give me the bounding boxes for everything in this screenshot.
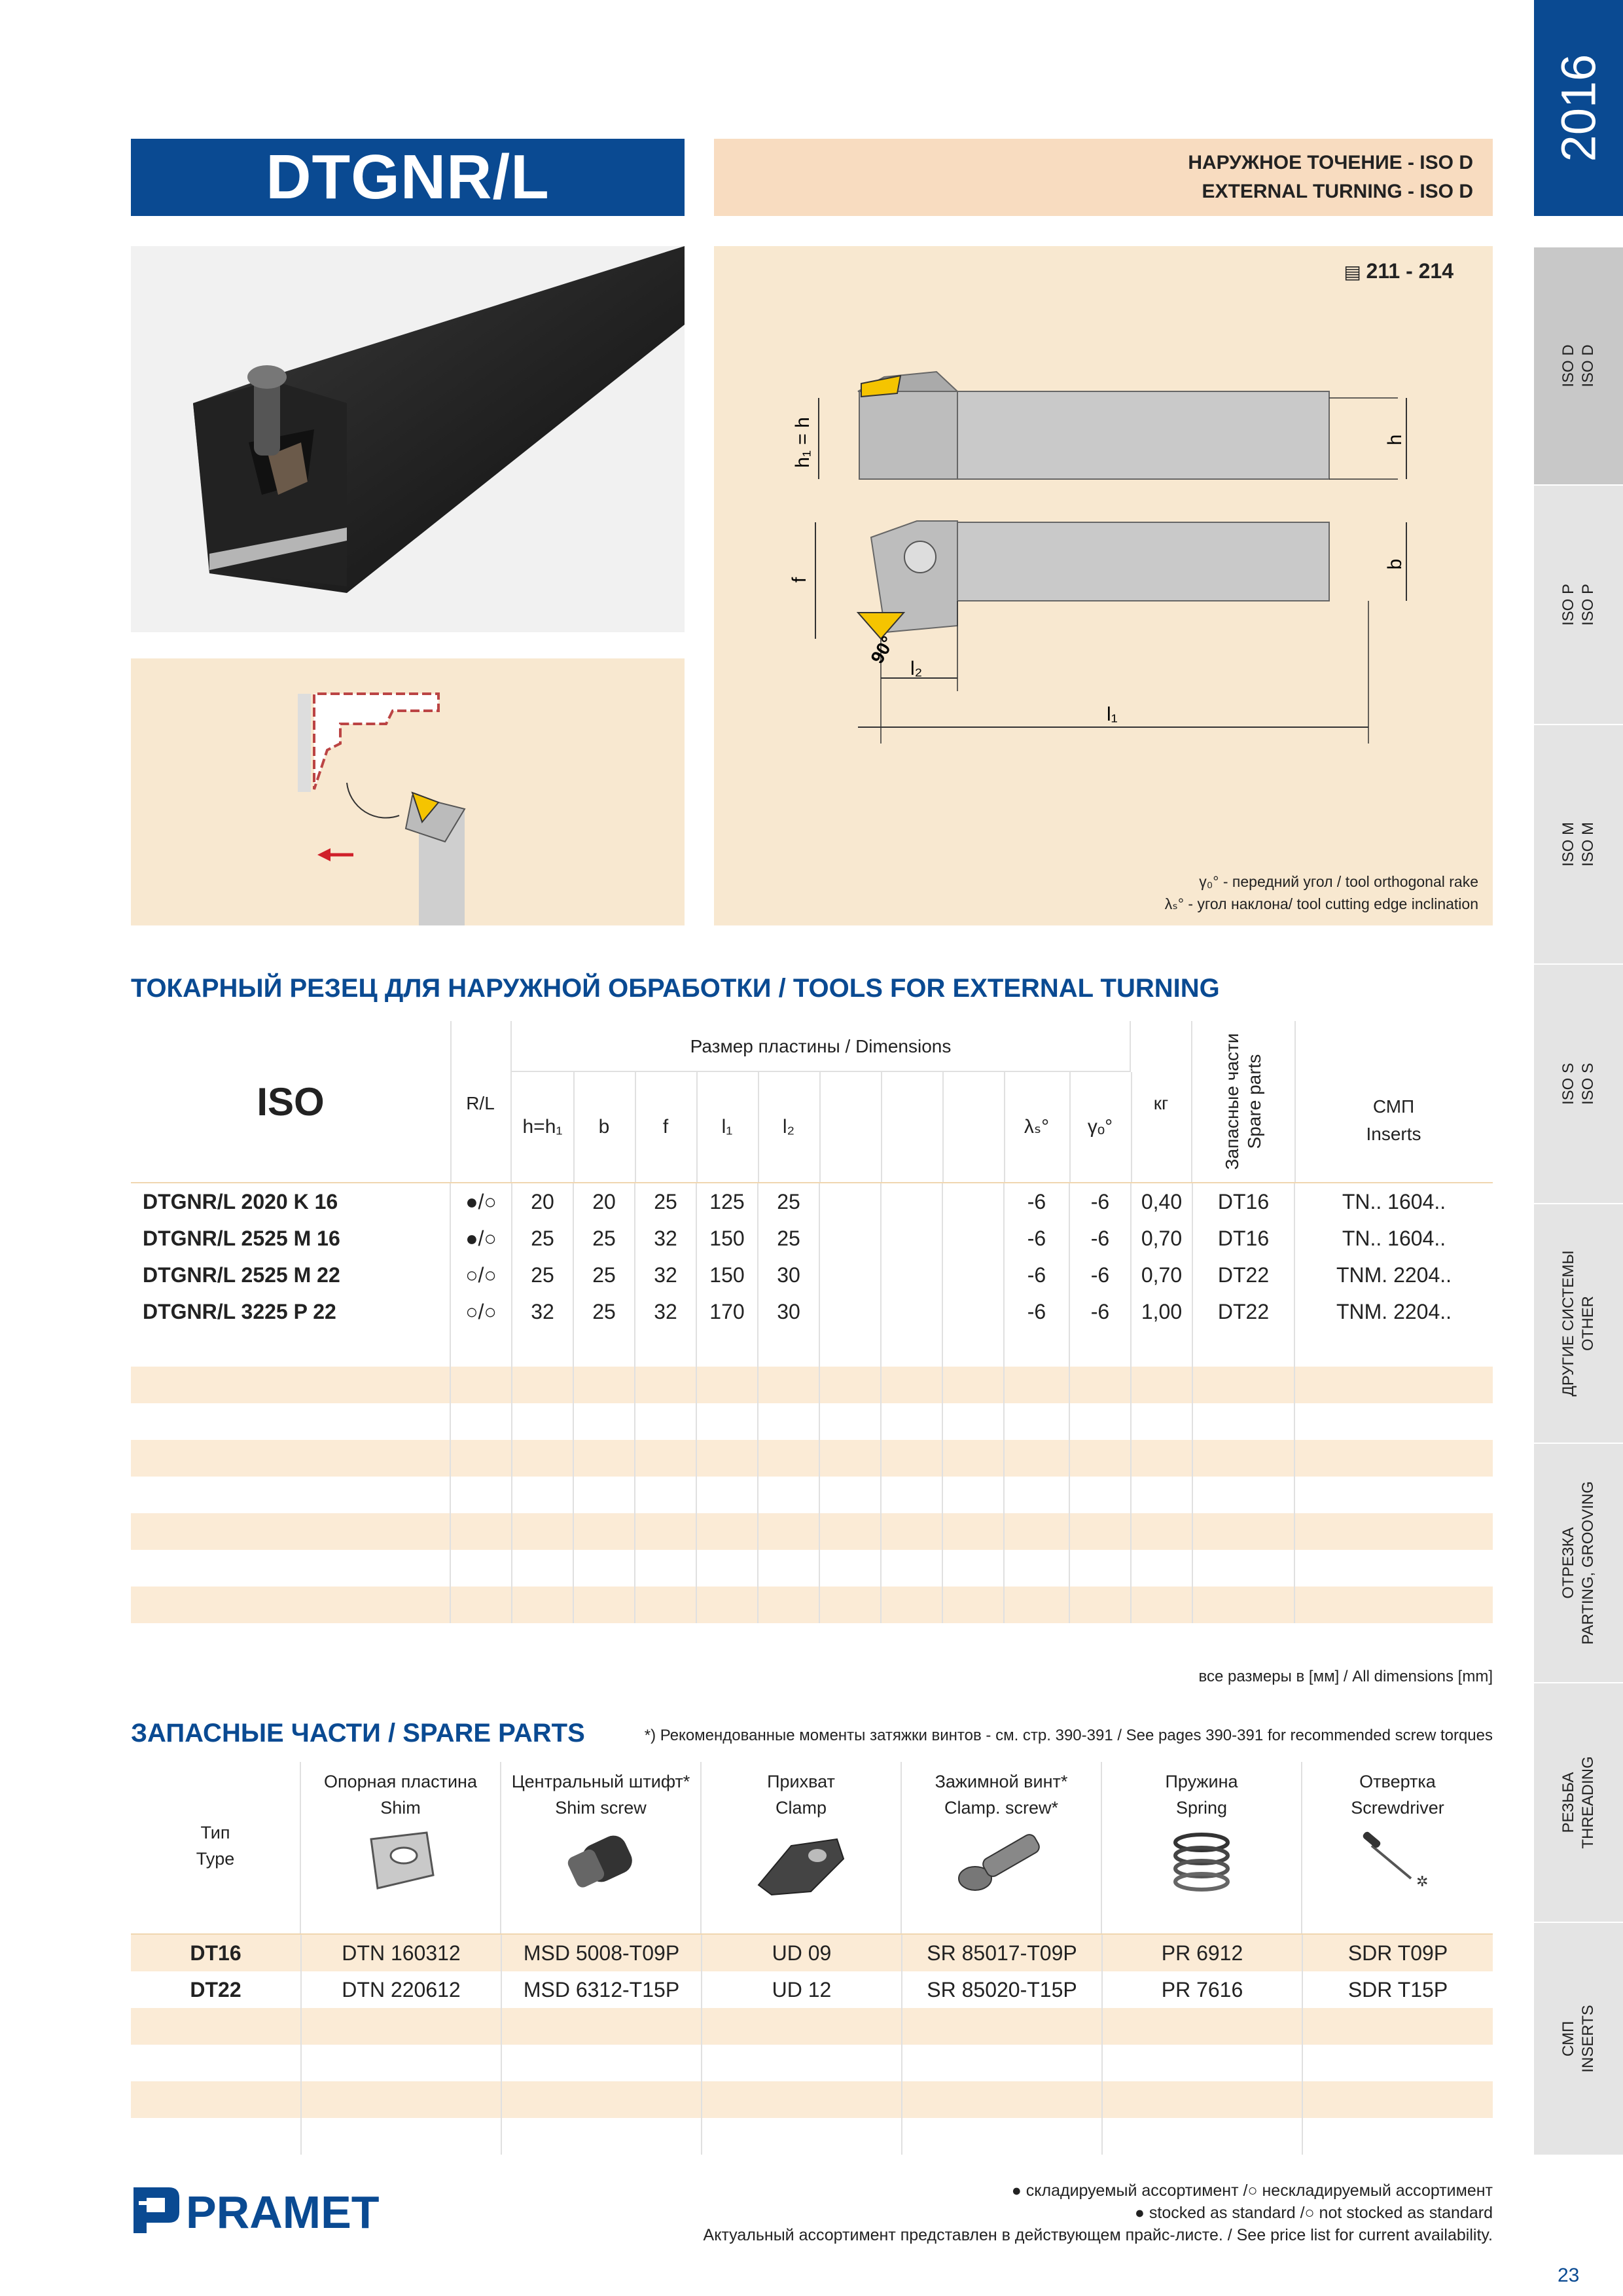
empty-row <box>131 2045 1493 2081</box>
cell-l2: 30 <box>758 1257 819 1293</box>
cell-l1: 150 <box>696 1257 758 1293</box>
tab-label: ISO D <box>1560 344 1577 387</box>
header-type-en: Type <box>196 1849 235 1869</box>
header-screwdriver <box>1302 1762 1493 1933</box>
shim-screw-icon <box>558 1826 643 1898</box>
document-icon: ▤ <box>1344 262 1366 282</box>
tab-other[interactable] <box>1534 1203 1623 1443</box>
pages-range: 211 - 214 <box>1366 259 1454 283</box>
header-shim-screw-en: Shim screw <box>555 1798 647 1818</box>
tab-label: ISO P <box>1560 583 1577 626</box>
header-spring <box>1102 1762 1302 1933</box>
header-clamp <box>702 1762 902 1933</box>
cell-clamp: UD 09 <box>702 1935 902 1971</box>
header-empty <box>881 1072 944 1182</box>
page-title: DTGNR/L <box>131 139 685 216</box>
header-spare-en: Spare parts <box>1244 1054 1264 1149</box>
header-iso: ISO <box>131 1021 452 1182</box>
dim-angle: 90° <box>866 632 899 667</box>
spare-table-header <box>131 1762 1493 1935</box>
cell-clamp: UD 12 <box>702 1971 902 2008</box>
table-row[interactable] <box>131 1971 1493 2008</box>
tab-inserts[interactable] <box>1534 1922 1623 2155</box>
header-clamp-ru: Прихват <box>767 1772 835 1791</box>
header-shim-screw <box>501 1762 702 1933</box>
footer-legend <box>704 2179 1493 2246</box>
cell-b: 25 <box>573 1293 635 1330</box>
tab-parting-grooving[interactable] <box>1534 1443 1623 1682</box>
cell-spring: PR 6912 <box>1102 1935 1302 1971</box>
tab-label: ISO M <box>1560 821 1577 867</box>
cell-insert[interactable]: TNM. 2204.. <box>1294 1293 1493 1330</box>
header-shim-ru: Опорная пластина <box>324 1772 477 1791</box>
cell-insert[interactable]: TN.. 1604.. <box>1294 1220 1493 1257</box>
tools-table <box>131 1183 1493 1623</box>
header-inserts-ru: СМП <box>1372 1096 1415 1117</box>
tab-label: THREADING <box>1579 1756 1597 1849</box>
spare-type: DT22 <box>131 1971 301 2008</box>
screwdriver-icon <box>1359 1826 1437 1898</box>
tab-label: OTHER <box>1579 1296 1597 1351</box>
cell-lambda: -6 <box>1004 1220 1069 1257</box>
cell-kg: 1,00 <box>1131 1293 1192 1330</box>
header-type <box>131 1762 301 1933</box>
machining-scheme <box>131 658 685 925</box>
header-empty <box>819 1072 882 1182</box>
header-inserts-en: Inserts <box>1366 1124 1421 1144</box>
header-rl: R/L <box>450 1021 512 1182</box>
cell-gamma: -6 <box>1069 1257 1131 1293</box>
legend-inclination: λₛ° - угол наклона/ tool cutting edge inclination <box>1164 895 1478 912</box>
empty-row <box>131 1587 1493 1623</box>
dim-l1: l₁ <box>1107 704 1118 725</box>
tab-label: ISO M <box>1579 821 1597 867</box>
cell-gamma: -6 <box>1069 1220 1131 1257</box>
cell-b: 20 <box>573 1183 635 1220</box>
cell-l1: 150 <box>696 1220 758 1257</box>
cell-f: 32 <box>635 1293 696 1330</box>
tab-label: РЕЗЬБА <box>1560 1772 1577 1833</box>
header-spare-ru: Запасные части <box>1222 1033 1242 1170</box>
svg-text:✲: ✲ <box>1416 1874 1428 1890</box>
rl-availability: ○/○ <box>450 1293 512 1330</box>
tab-iso-d[interactable] <box>1534 246 1623 484</box>
empty-row <box>131 1330 1493 1367</box>
tab-iso-m[interactable] <box>1534 724 1623 963</box>
rl-availability: ○/○ <box>450 1257 512 1293</box>
tab-label: ISO D <box>1579 344 1597 387</box>
cell-l2: 30 <box>758 1293 819 1330</box>
cell-shim-screw: MSD 6312-T15P <box>501 1971 702 2008</box>
stock-legend-ru: ● складируемый ассортимент /○ нескладируемый ассортимент <box>1011 2181 1493 2200</box>
header-spare <box>1192 1021 1296 1182</box>
cell-l2: 25 <box>758 1220 819 1257</box>
year-label: 2016 <box>1551 54 1606 162</box>
cell-l1: 170 <box>696 1293 758 1330</box>
cell-kg: 0,70 <box>1131 1220 1192 1257</box>
cell-lambda: -6 <box>1004 1257 1069 1293</box>
header-gamma: γₒ° <box>1069 1072 1132 1182</box>
cell-l1: 125 <box>696 1183 758 1220</box>
cell-clamp-screw: SR 85017-T09P <box>902 1935 1102 1971</box>
year-tab[interactable] <box>1534 0 1623 216</box>
tools-table-header <box>131 1021 1493 1184</box>
page-number: 23 <box>1558 2265 1580 2286</box>
header-screwdriver-ru: Отвертка <box>1359 1772 1436 1791</box>
header-l1: l₁ <box>696 1072 759 1182</box>
page-subtitle <box>714 139 1493 216</box>
header-shim-screw-ru: Центральный штифт* <box>511 1772 690 1791</box>
header-spring-ru: Пружина <box>1165 1772 1238 1791</box>
cell-f: 32 <box>635 1220 696 1257</box>
tools-section-title: ТОКАРНЫЙ РЕЗЕЦ ДЛЯ НАРУЖНОЙ ОБРАБОТКИ / TOOLS FOR EXTERNAL TURNING <box>131 974 1220 1003</box>
tab-label: ISO P <box>1579 583 1597 626</box>
header-l2: l₂ <box>758 1072 821 1182</box>
tool-holder-image <box>131 246 685 632</box>
cell-shim: DTN 220612 <box>301 1971 501 2008</box>
cell-screwdriver: SDR T15P <box>1302 1971 1493 2008</box>
subtitle-en: EXTERNAL TURNING - ISO D <box>1202 181 1473 202</box>
cell-spare[interactable]: DT22 <box>1192 1293 1294 1330</box>
empty-row <box>131 1477 1493 1513</box>
table-row[interactable] <box>131 1935 1493 1971</box>
cell-spare[interactable]: DT22 <box>1192 1257 1294 1293</box>
pramet-logo-mark <box>131 2183 406 2236</box>
cell-lambda: -6 <box>1004 1183 1069 1220</box>
dim-b: b <box>1384 558 1406 570</box>
pramet-logo[interactable] <box>131 2183 406 2236</box>
empty-row <box>131 2081 1493 2118</box>
tab-iso-p[interactable] <box>1534 484 1623 724</box>
table-row[interactable] <box>131 1293 1493 1330</box>
spring-icon <box>1162 1826 1241 1898</box>
tab-label: INSERTS <box>1579 2005 1597 2073</box>
scheme-image <box>131 658 685 925</box>
spare-section-title: ЗАПАСНЫЕ ЧАСТИ / SPARE PARTS <box>131 1719 585 1748</box>
empty-row <box>131 1403 1493 1440</box>
empty-row <box>131 1367 1493 1403</box>
availability-note: Актуальный ассортимент представлен в действующем прайс-листе. / See price list for current availability. <box>703 2226 1493 2244</box>
cell-insert[interactable]: TNM. 2204.. <box>1294 1257 1493 1293</box>
cell-spring: PR 7616 <box>1102 1971 1302 2008</box>
header-f: f <box>635 1072 698 1182</box>
header-clamp-screw-en: Clamp. screw* <box>944 1798 1059 1818</box>
header-screwdriver-en: Screwdriver <box>1351 1798 1444 1818</box>
header-clamp-screw-ru: Зажимной винт* <box>935 1772 1068 1791</box>
header-h: h=h₁ <box>512 1072 575 1182</box>
cell-b: 25 <box>573 1257 635 1293</box>
cell-shim: DTN 160312 <box>301 1935 501 1971</box>
cell-shim-screw: MSD 5008-T09P <box>501 1935 702 1971</box>
spare-type: DT16 <box>131 1935 301 1971</box>
tab-label: ISO S <box>1579 1062 1597 1105</box>
dimension-drawing <box>714 246 1493 925</box>
clamp-icon <box>752 1826 850 1898</box>
brand-name: PRAMET <box>186 2187 380 2236</box>
dim-l2: l₂ <box>910 658 923 679</box>
empty-row <box>131 1550 1493 1587</box>
cell-spare[interactable]: DT16 <box>1192 1183 1294 1220</box>
cell-b: 25 <box>573 1220 635 1257</box>
tool-code: DTGNR/L 2525 M 16 <box>131 1220 450 1257</box>
dim-f: f <box>789 577 810 583</box>
tab-iso-s[interactable] <box>1534 963 1623 1203</box>
cell-spare[interactable]: DT16 <box>1192 1220 1294 1257</box>
stock-legend-en: ● stocked as standard /○ not stocked as standard <box>1134 2204 1493 2222</box>
tab-label: ISO S <box>1560 1062 1577 1105</box>
cell-gamma: -6 <box>1069 1293 1131 1330</box>
shim-icon <box>361 1826 440 1898</box>
technical-drawing <box>714 246 1493 925</box>
cell-kg: 0,40 <box>1131 1183 1192 1220</box>
dim-h: h <box>1384 434 1406 446</box>
header-shim <box>301 1762 501 1933</box>
spare-table <box>131 1935 1493 2155</box>
tab-label: ОТРЕЗКА <box>1560 1527 1577 1599</box>
legend-rake: γ₀° - передний угол / tool orthogonal rake <box>1199 873 1478 890</box>
dim-h1-h: h₁ = h <box>792 417 813 468</box>
header-inserts <box>1294 1021 1493 1182</box>
cell-h: 25 <box>512 1257 573 1293</box>
table-row[interactable] <box>131 1183 1493 1220</box>
tab-threading[interactable] <box>1534 1682 1623 1922</box>
clamp-screw-icon <box>952 1826 1050 1898</box>
torque-note[interactable]: *) Рекомендованные моменты затяжки винтов - см. стр. 390-391 / See pages 390-391 for recommended screw torques <box>644 1727 1493 1744</box>
cell-l2: 25 <box>758 1183 819 1220</box>
cell-clamp-screw: SR 85020-T15P <box>902 1971 1102 2008</box>
tool-code: DTGNR/L 2525 M 22 <box>131 1257 450 1293</box>
cell-gamma: -6 <box>1069 1183 1131 1220</box>
header-clamp-screw <box>902 1762 1102 1933</box>
rl-availability: ●/○ <box>450 1183 512 1220</box>
tab-label: ДРУГИЕ СИСТЕМЫ <box>1560 1250 1577 1397</box>
header-type-ru: Тип <box>200 1823 230 1842</box>
header-b: b <box>573 1072 636 1182</box>
cell-h: 20 <box>512 1183 573 1220</box>
header-spring-en: Spring <box>1175 1798 1228 1818</box>
tab-label: СМП <box>1560 2020 1577 2057</box>
tool-code: DTGNR/L 2020 K 16 <box>131 1183 450 1220</box>
dimensions-note: все размеры в [мм] / All dimensions [mm] <box>1198 1668 1493 1685</box>
cell-insert[interactable]: TN.. 1604.. <box>1294 1183 1493 1220</box>
table-row[interactable] <box>131 1257 1493 1293</box>
header-shim-en: Shim <box>380 1798 421 1818</box>
cell-h: 32 <box>512 1293 573 1330</box>
subtitle-ru: НАРУЖНОЕ ТОЧЕНИЕ - ISO D <box>1188 152 1473 173</box>
header-dimensions: Размер пластины / Dimensions <box>512 1021 1131 1072</box>
empty-row <box>131 2008 1493 2045</box>
table-row[interactable] <box>131 1220 1493 1257</box>
header-kg: кг <box>1131 1021 1192 1182</box>
header-lambda: λₛ° <box>1004 1072 1071 1182</box>
tool-photo <box>131 246 685 632</box>
header-empty <box>942 1072 1005 1182</box>
header-clamp-en: Clamp <box>775 1798 827 1818</box>
empty-row <box>131 1513 1493 1550</box>
tool-code: DTGNR/L 3225 P 22 <box>131 1293 450 1330</box>
cell-lambda: -6 <box>1004 1293 1069 1330</box>
rl-availability: ●/○ <box>450 1220 512 1257</box>
cell-screwdriver: SDR T09P <box>1302 1935 1493 1971</box>
cell-f: 32 <box>635 1257 696 1293</box>
cell-f: 25 <box>635 1183 696 1220</box>
cell-h: 25 <box>512 1220 573 1257</box>
cell-kg: 0,70 <box>1131 1257 1192 1293</box>
empty-row <box>131 2118 1493 2155</box>
empty-row <box>131 1440 1493 1477</box>
tab-label: PARTING, GROOVING <box>1579 1481 1597 1645</box>
